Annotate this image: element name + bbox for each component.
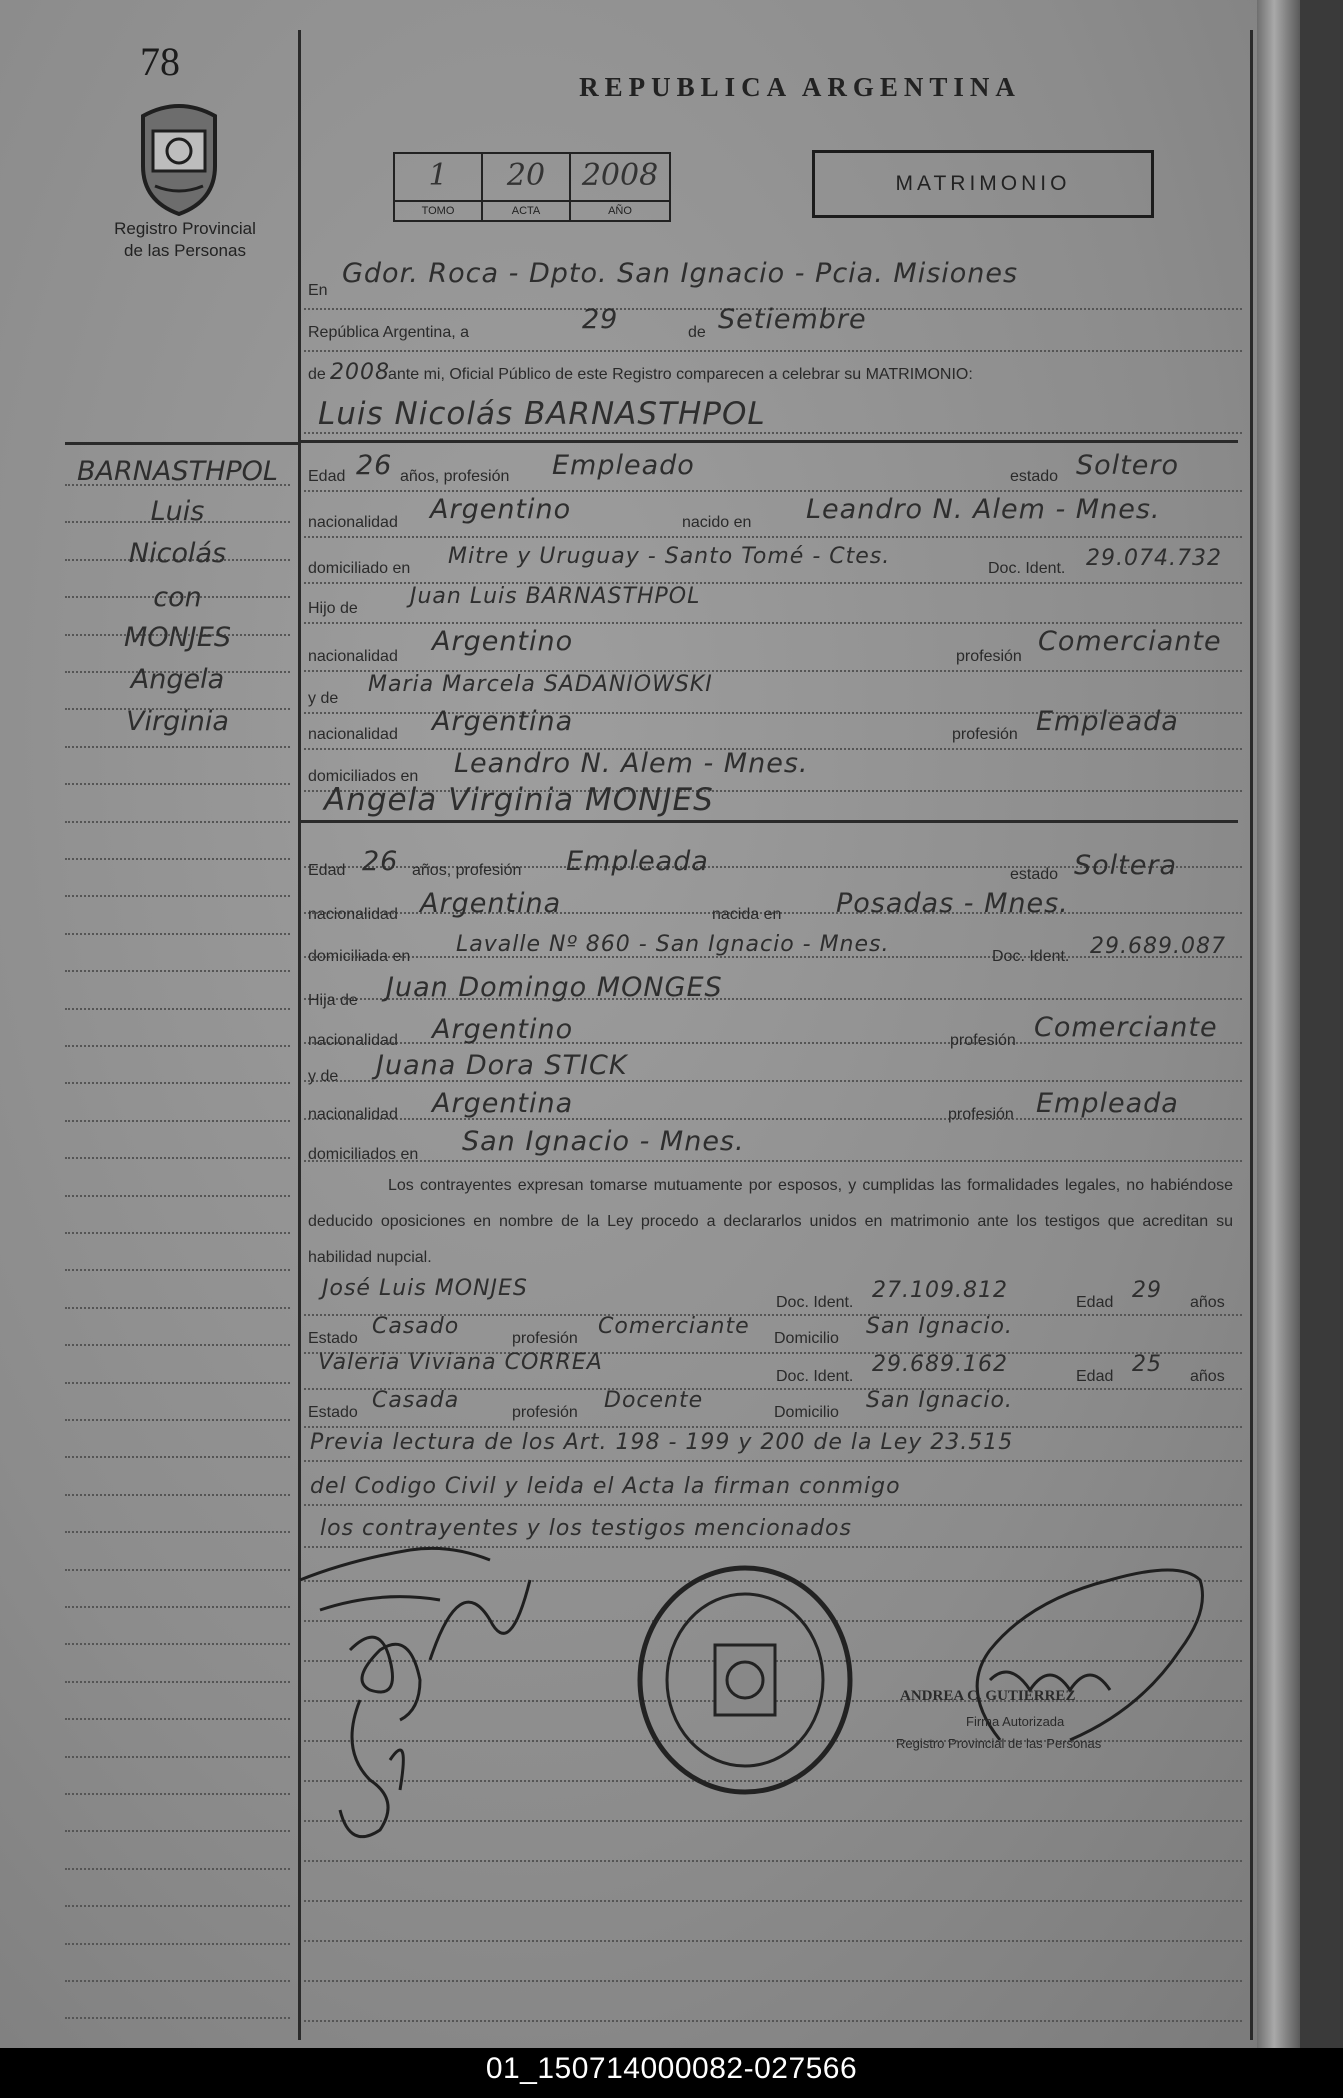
- body-ruled-line: [304, 1940, 1242, 1943]
- tomo-value: 1: [428, 158, 448, 193]
- bride-profession: Empleada: [566, 846, 709, 877]
- bride-doc-label: Doc. Ident.: [992, 948, 1070, 965]
- groom-age: 26: [356, 450, 393, 481]
- margin-ruled-line: [65, 1269, 290, 1272]
- month-value: Setiembre: [718, 304, 867, 335]
- body-ruled-line: [304, 1426, 1242, 1429]
- margin-bride-second-name: Virginia: [126, 706, 229, 737]
- groom-father-label: Hijo de: [308, 600, 358, 617]
- official-name: ANDREA C. GUTIERREZ: [900, 1688, 1076, 1704]
- witness1-doc: 27.109.812: [872, 1278, 1008, 1303]
- margin-ruled-line: [65, 1756, 290, 1759]
- groom-mother-profession: Empleada: [1036, 706, 1179, 737]
- margin-bride-first-name: Angela: [130, 664, 225, 695]
- bride-father-label: Hija de: [308, 992, 358, 1009]
- acta-value: 20: [506, 158, 546, 193]
- bride-parents-address-label: domiciliados en: [308, 1146, 419, 1163]
- body-ruled-line: [304, 350, 1242, 353]
- margin-ruled-line: [65, 970, 290, 973]
- margin-ruled-line: [65, 1643, 290, 1646]
- margin-ruled-line: [65, 1868, 290, 1871]
- bride-father-profession: Comerciante: [1034, 1012, 1218, 1043]
- bride-status-label: estado: [1010, 866, 1059, 883]
- bride-mother-nationality: Argentina: [432, 1088, 574, 1119]
- closing-line2: del Codigo Civil y leida el Acta la firman conmigo: [310, 1474, 901, 1499]
- witness1-status-label: Estado: [308, 1330, 358, 1347]
- witness1-profession-label: profesión: [512, 1330, 578, 1347]
- tomo-label: TOMO: [395, 200, 481, 220]
- groom-birthplace-label: nacido en: [682, 514, 752, 531]
- bride-age: 26: [362, 846, 399, 877]
- body-ruled-line: [304, 1900, 1242, 1903]
- margin-ruled-line: [65, 1419, 290, 1422]
- body-ruled-line: [304, 622, 1242, 625]
- body-ruled-line: [304, 1980, 1242, 1983]
- margin-ruled-line: [65, 1232, 290, 1235]
- witness2-age: 25: [1132, 1352, 1162, 1377]
- groom-address: Mitre y Uruguay - Santo Tomé - Ctes.: [448, 544, 891, 569]
- bride-mother-profession-label: profesión: [948, 1106, 1014, 1123]
- margin-ruled-line: [65, 1195, 290, 1198]
- witness1-address: San Ignacio.: [866, 1314, 1013, 1339]
- margin-ruled-line: [65, 821, 290, 824]
- margin-first-name: Luis: [150, 496, 205, 527]
- ano-label: AÑO: [571, 200, 669, 220]
- year-value: 2008: [330, 360, 390, 385]
- witness2-address-label: Domicilio: [774, 1404, 839, 1421]
- groom-status: Soltero: [1076, 450, 1179, 481]
- witness1-status: Casado: [372, 1314, 460, 1339]
- witness2-age-label: Edad: [1076, 1368, 1114, 1385]
- bride-father: Juan Domingo MONGES: [386, 972, 723, 1003]
- margin-ruled-line: [65, 1905, 290, 1908]
- margin-ruled-line: [65, 1569, 290, 1572]
- official-seal-icon: [630, 1560, 860, 1800]
- document-id: 01_150714000082-027566: [485, 2052, 858, 2085]
- bride-parents-address: San Ignacio - Mnes.: [462, 1126, 745, 1157]
- margin-ruled-line: [65, 1382, 290, 1385]
- margin-ruled-line: [65, 1008, 290, 1011]
- bride-father-nationality-label: nacionalidad: [308, 1032, 398, 1049]
- margin-ruled-line: [65, 1494, 290, 1497]
- groom-doc-label: Doc. Ident.: [988, 560, 1066, 577]
- witness1-name: José Luis MONJES: [322, 1276, 528, 1301]
- page-number: 78: [140, 39, 180, 84]
- bride-nationality-label: nacionalidad: [308, 906, 398, 923]
- body-ruled-line: [304, 1860, 1242, 1863]
- margin-second-name: Nicolás: [128, 538, 227, 569]
- closing-line3: los contrayentes y los testigos mencionados: [320, 1516, 852, 1541]
- declaration-text: Los contrayentes expresan tomarse mutuamente por esposos, y cumplidas las formalidades legales, no habiéndose deducido oposiciones en nombre de la Ley procedo a declararlos unidos en matrimonio ante los testigos que acreditan su habilidad nupcial.: [308, 1177, 1233, 1266]
- bride-name: Angela Virginia MONJES: [324, 782, 714, 818]
- bride-father-profession-label: profesión: [950, 1032, 1016, 1049]
- bride-address-label: domiciliada en: [308, 948, 411, 965]
- section-rule: [298, 820, 1238, 823]
- body-ruled-line: [304, 432, 1242, 435]
- margin-header-rule: [65, 442, 298, 445]
- body-ruled-line: [304, 536, 1242, 539]
- witness2-name: Valeria Viviana CORREA: [318, 1350, 603, 1375]
- groom-profession-label: años, profesión: [400, 468, 510, 485]
- body-ruled-line: [304, 2020, 1242, 2023]
- margin-ruled-line: [65, 783, 290, 786]
- bride-birthplace: Posadas - Mnes.: [836, 888, 1069, 919]
- margin-ruled-line: [65, 1830, 290, 1833]
- bride-status: Soltera: [1074, 850, 1178, 881]
- witness-signature: [420, 1560, 540, 1680]
- body-ruled-line: [304, 1460, 1242, 1463]
- official-title: Firma Autorizada: [966, 1714, 1065, 1729]
- witness2-status: Casada: [372, 1388, 460, 1413]
- witness2-doc: 29.689.162: [872, 1352, 1008, 1377]
- registry-line2: de las Personas: [124, 241, 246, 260]
- groom-parents-address: Leandro N. Alem - Mnes.: [454, 748, 809, 779]
- witness2-profession: Docente: [604, 1388, 704, 1413]
- groom-birthplace: Leandro N. Alem - Mnes.: [806, 494, 1161, 525]
- margin-ruled-line: [65, 858, 290, 861]
- margin-ruled-line: [65, 895, 290, 898]
- margin-ruled-line: [65, 1980, 290, 1983]
- witness2-status-label: Estado: [308, 1404, 358, 1421]
- witness1-doc-label: Doc. Ident.: [776, 1294, 854, 1311]
- margin-ruled-line: [65, 933, 290, 936]
- margin-ruled-line: [65, 1307, 290, 1310]
- groom-father-nationality-label: nacionalidad: [308, 648, 398, 665]
- day-value: 29: [582, 304, 619, 335]
- margin-ruled-line: [65, 1606, 290, 1609]
- republica-label: República Argentina, a: [308, 324, 469, 341]
- registry-label: [85, 218, 285, 262]
- bride-age-label: Edad: [308, 862, 346, 879]
- margin-ruled-line: [65, 746, 290, 749]
- groom-mother-nationality-label: nacionalidad: [308, 726, 398, 743]
- groom-father-profession: Comerciante: [1038, 626, 1222, 657]
- acta-label: ACTA: [483, 200, 569, 220]
- bride-doc: 29.689.087: [1090, 934, 1226, 959]
- margin-ruled-line: [65, 1045, 290, 1048]
- margin-con: con: [153, 582, 202, 613]
- witness1-age: 29: [1132, 1278, 1162, 1303]
- witness2-doc-label: Doc. Ident.: [776, 1368, 854, 1385]
- margin-ruled-line: [65, 1793, 290, 1796]
- groom-parents-address-label: domiciliados en: [308, 768, 419, 785]
- witness1-profession: Comerciante: [598, 1314, 750, 1339]
- bride-mother-profession: Empleada: [1036, 1088, 1179, 1119]
- body-ruled-line: [304, 490, 1242, 493]
- groom-mother-label: y de: [308, 690, 339, 707]
- body-ruled-line: [304, 1160, 1242, 1163]
- witness1-years-label: años: [1190, 1294, 1225, 1311]
- witness2-profession-label: profesión: [512, 1404, 578, 1421]
- margin-bride-surname: MONJES: [124, 622, 231, 653]
- body-ruled-line: [304, 1504, 1242, 1507]
- place-value: Gdor. Roca - Dpto. San Ignacio - Pcia. Misiones: [342, 258, 1019, 289]
- groom-profession: Empleado: [552, 450, 695, 481]
- ano-value: 2008: [581, 158, 659, 193]
- closing-line1: Previa lectura de los Art. 198 - 199 y 200 de la Ley 23.515: [310, 1430, 1014, 1455]
- margin-ruled-line: [65, 1157, 290, 1160]
- margin-ruled-line: [65, 2017, 290, 2020]
- bride-mother-label: y de: [308, 1068, 339, 1085]
- groom-nationality: Argentino: [430, 494, 572, 525]
- witness1-address-label: Domicilio: [774, 1330, 839, 1347]
- groom-father: Juan Luis BARNASTHPOL: [410, 584, 701, 609]
- margin-ruled-line: [65, 1681, 290, 1684]
- groom-mother-nationality: Argentina: [432, 706, 574, 737]
- document-type-box: MATRIMONIO: [812, 150, 1154, 218]
- registry-line1: Registro Provincial: [114, 219, 256, 238]
- bride-profession-label: años, profesión: [412, 862, 522, 879]
- year-de-label: de: [308, 366, 326, 383]
- groom-nationality-label: nacionalidad: [308, 514, 398, 531]
- document-title: REPUBLICA ARGENTINA: [579, 72, 1021, 102]
- official-registry: Registro Provincial de las Personas: [896, 1736, 1102, 1751]
- book-binding: [1257, 0, 1300, 2048]
- groom-age-label: Edad: [308, 468, 346, 485]
- groom-status-label: estado: [1010, 468, 1059, 485]
- margin-ruled-line: [65, 1456, 290, 1459]
- section-rule: [298, 440, 1238, 443]
- bride-birthplace-label: nacida en: [712, 906, 782, 923]
- margin-ruled-line: [65, 1531, 290, 1534]
- margin-ruled-line: [65, 1718, 290, 1721]
- margin-ruled-line: [65, 1344, 290, 1347]
- ante-text: ante mi, Oficial Público de este Registro comparecen a celebrar su MATRIMONIO:: [388, 366, 973, 383]
- right-margin-rule: [1250, 30, 1253, 2040]
- witness2-years-label: años: [1190, 1368, 1225, 1385]
- bride-father-nationality: Argentino: [432, 1014, 574, 1045]
- margin-surname: BARNASTHPOL: [77, 456, 278, 487]
- record-number-box: [393, 152, 671, 222]
- margin-ruled-line: [65, 1082, 290, 1085]
- groom-mother: Maria Marcela SADANIOWSKI: [368, 672, 713, 697]
- groom-father-nationality: Argentino: [432, 626, 574, 657]
- margin-ruled-line: [65, 1943, 290, 1946]
- margin-ruled-line: [65, 1120, 290, 1123]
- month-de-label: de: [688, 324, 706, 341]
- witness2-address: San Ignacio.: [866, 1388, 1013, 1413]
- bride-address: Lavalle Nº 860 - San Ignacio - Mnes.: [456, 932, 890, 957]
- witness1-age-label: Edad: [1076, 1294, 1114, 1311]
- coat-of-arms-icon: [133, 96, 225, 216]
- groom-name: Luis Nicolás BARNASTHPOL: [318, 396, 766, 432]
- bride-mother: Juana Dora STICK: [376, 1050, 628, 1081]
- bride-mother-nationality-label: nacionalidad: [308, 1106, 398, 1123]
- groom-address-label: domiciliado en: [308, 560, 411, 577]
- en-label: En: [308, 282, 328, 299]
- bride-nationality: Argentina: [420, 888, 562, 919]
- groom-father-profession-label: profesión: [956, 648, 1022, 665]
- groom-doc: 29.074.732: [1086, 546, 1222, 571]
- groom-mother-profession-label: profesión: [952, 726, 1018, 743]
